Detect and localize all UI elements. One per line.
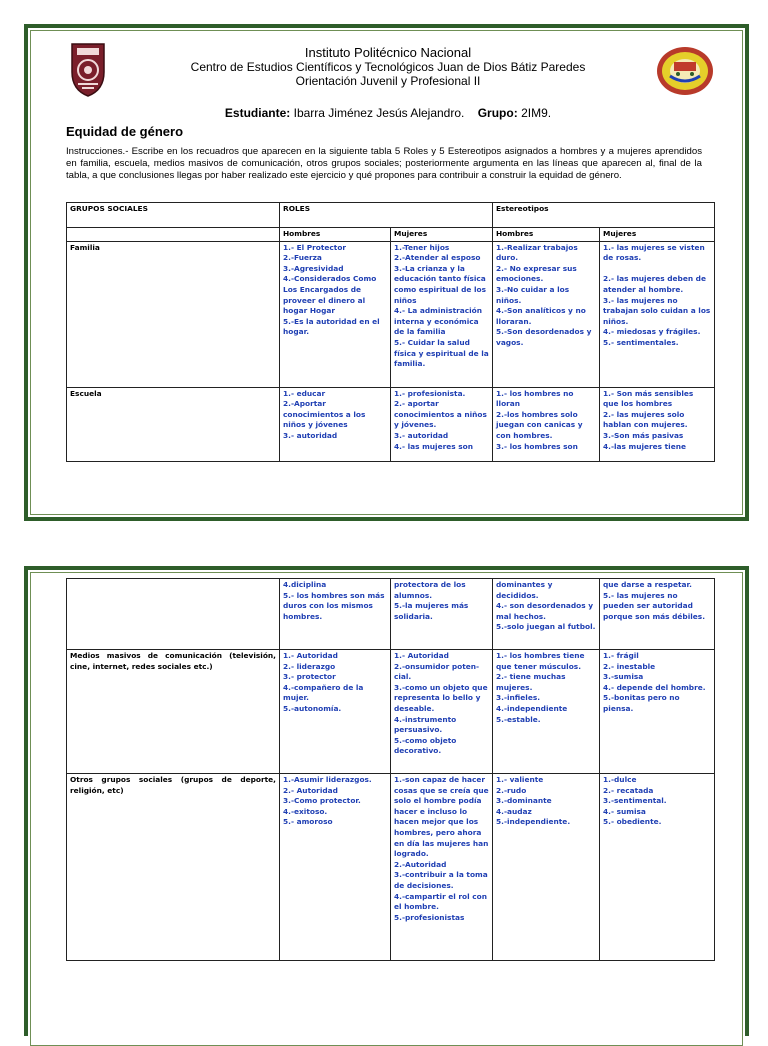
cell-line: 3.-infieles. [496, 693, 541, 703]
cell-line: 5.- Cuidar la salud física y espiritual de la familia. [394, 337, 489, 369]
cell-line: 1.-Tener hijos [394, 242, 450, 252]
center-name: Centro de Estudios Científicos y Tecnológicos Juan de Dios Bátiz Paredes [190, 60, 586, 74]
cell-line: 2.-Aportar conocimientos a los niños y jóvenes [283, 399, 366, 430]
cell-line: 5.-solo juegan al futbol. [496, 622, 596, 632]
cell-line: protectora de los alumnos. [394, 580, 466, 600]
group-label: Grupo: [477, 106, 518, 120]
cell-social-group: Escuela [67, 387, 280, 461]
cell-line: 1.-Realizar trabajos duro. [496, 242, 578, 263]
student-label: Estudiante: [224, 106, 291, 120]
cell-line: 4.- depende del hombre. [603, 682, 706, 692]
cell-line: 2.-Fuerza [283, 253, 322, 263]
cell-roles-men [280, 387, 391, 461]
document-title: Equidad de género [66, 124, 184, 139]
header-stereotypes: Estereotipos [493, 203, 715, 228]
cell-line: 1.- frágil [603, 651, 639, 660]
cell-line: 4.-compañero de la mujer. [283, 682, 364, 703]
cell-line: 5.-profesionistas [394, 912, 465, 922]
cell-line: 5.-como objeto decorativo. [394, 735, 457, 756]
cell-line: 1.-Asumir liderazgos. [283, 775, 372, 784]
table-row [67, 774, 715, 961]
cell-social-group: Familia [67, 241, 280, 387]
cell-social-group: Otros grupos sociales (grupos de deporte, religión, etc) [67, 774, 280, 961]
cell-line: dominantes y decididos. [496, 580, 553, 600]
cell-social-group [67, 579, 280, 650]
cell-roles-men [280, 650, 391, 774]
cell-line: 2.- las mujeres deben de atender al hombre. [603, 274, 706, 294]
table-row [67, 579, 715, 650]
course-name: Orientación Juvenil y Profesional II [295, 74, 481, 88]
cell-line: 4.- son desordenados y mal hechos. [496, 601, 594, 621]
cell-line: 4.-independiente [496, 703, 568, 713]
cell-line [603, 264, 711, 275]
cell-roles-women [391, 387, 493, 461]
cell-st-women [600, 387, 715, 461]
cell-line: 4.- sumisa [603, 806, 646, 816]
cell-line: 5.-Son desordenados y vagos. [496, 327, 592, 347]
cell-line: 3.-sentimental. [603, 796, 667, 806]
cell-line: 3.-contribuir a la toma de decisiones. [394, 870, 488, 890]
cell-roles-women [391, 241, 493, 387]
cell-line: 5.-Es la autoridad en el hogar. [283, 316, 380, 337]
cell-line: 1.- educar [283, 388, 326, 398]
header-blank [67, 228, 280, 242]
cell-line: 1.- Autoridad [394, 651, 449, 660]
cell-line: 2.-onsumidor poten-cial. [394, 661, 480, 682]
cell-line: 2.- No expresar sus emociones. [496, 263, 577, 284]
subheader-stereotypes-women: Mujeres [600, 228, 715, 242]
cell-line: 3.-No cuidar a los niños. [496, 284, 570, 305]
subheader-roles-women: Mujeres [391, 228, 493, 242]
cell-line: 4.-exitoso. [283, 806, 328, 816]
ipn-logo-icon [68, 40, 108, 98]
cell-line: 1.- profesionista. [394, 388, 466, 398]
cell-st-women [600, 774, 715, 961]
cell-line: 4.- miedosas y frágiles. [603, 327, 701, 337]
cell-line: 4.- La administración interna y económica de la familia [394, 306, 482, 337]
cell-line: 2.-Autoridad [394, 859, 447, 869]
cell-line: 5.- los hombres son más duros con los mismos hombres. [283, 590, 385, 621]
table-body-page-2 [67, 579, 715, 961]
document-page-2 [24, 566, 749, 1036]
table-row [67, 650, 715, 774]
student-line [128, 106, 648, 120]
cell-line: 5.-independiente. [496, 817, 571, 827]
cell-line: 5.- obediente. [603, 817, 662, 827]
roles-stereotypes-table [66, 202, 715, 462]
cell-roles-men [280, 579, 391, 650]
cell-st-men [493, 387, 600, 461]
cell-line: 5.-estable. [496, 714, 541, 724]
cell-line: 3.- protector [283, 672, 336, 682]
subheader-stereotypes-men: Hombres [493, 228, 600, 242]
cell-line: 2.-rudo [496, 785, 527, 795]
cell-line: 2.- liderazgo [283, 661, 336, 671]
institution-name: Instituto Politécnico Nacional [304, 45, 472, 60]
cell-line: 3.- los hombres son [496, 441, 578, 451]
cell-line: 1.-son capaz de hacer cosas que se creía que solo el hombre podía hacer e incluso lo hacen mejor que los hombres, pero ahora en día las mujeres han logrado. [394, 775, 489, 859]
cell-line: 1.- los hombres no lloran [496, 388, 574, 409]
cell-roles-women [391, 579, 493, 650]
cell-line: 2.- tiene muchas mujeres. [496, 672, 566, 692]
cell-st-women [600, 241, 715, 387]
cell-line: 5.-la mujeres más solidaria. [394, 601, 469, 621]
roles-stereotypes-table-continued [66, 578, 715, 961]
cell-line: 3.-Agresividad [283, 263, 344, 273]
subheader-roles-men: Hombres [280, 228, 391, 242]
header-roles: ROLES [280, 203, 493, 228]
cell-line: 1.-dulce [603, 775, 637, 784]
cell-line: 4.-campartir el rol con el hombre. [394, 891, 487, 912]
cell-line: 2.- las mujeres solo hablan con mujeres. [603, 409, 688, 430]
cell-line: 1.- Son más sensibles que los hombres [603, 388, 694, 409]
cell-line: 1.- los hombres tiene que tener músculos. [496, 651, 585, 671]
cell-line: 4.diciplina [283, 580, 327, 589]
cell-line: 1.- valiente [496, 775, 544, 784]
cell-line: 4.-instrumento persuasivo. [394, 714, 457, 735]
cell-st-men [493, 774, 600, 961]
instructions-paragraph: Instrucciones.- Escribe en los recuadros que aparecen en la siguiente tabla 5 Roles y 5 Estereotipos asignados a hombres y a mujeres aprendidos en familia, escuela, medios masivos de comunicación, otros grupos sociales; posteriormente argumenta en las líneas que aparecen al, final de la tabla, a que conclusiones llegas por haber realizado este ejercicio y qué propones para contribuir a construir la equidad de género. [66, 146, 702, 182]
cell-line: 2.-los hombres solo juegan con canicas y con hombres. [496, 409, 583, 440]
cell-line: que darse a respetar. [603, 580, 692, 589]
header-groups: GRUPOS SOCIALES [67, 203, 280, 228]
table-row [67, 241, 715, 387]
cell-line: 5.-bonitas pero no piensa. [603, 693, 680, 713]
cell-line: 3.- autoridad [394, 430, 449, 440]
student-name: Ibarra Jiménez Jesús Alejandro. [293, 106, 465, 120]
cell-line: 3.-La crianza y la educación tanto física como espiritual de los niños [394, 263, 486, 305]
cell-st-women [600, 650, 715, 774]
group-value: 2IM9. [521, 106, 552, 120]
cell-line: 2.- inestable [603, 661, 656, 671]
table-body-page-1 [67, 241, 715, 461]
cell-st-men [493, 241, 600, 387]
cell-roles-women [391, 774, 493, 961]
cell-line: 3.-sumisa [603, 672, 644, 682]
cell-line: 3.-Como protector. [283, 796, 361, 806]
cell-line: 1.- las mujeres se visten de rosas. [603, 242, 705, 263]
cell-line: 3.- las mujeres no trabajan solo cuidan a los niños. [603, 295, 711, 326]
cell-st-men [493, 579, 600, 650]
cell-line: 2.- recatada [603, 785, 654, 795]
cell-line: 5.- sentimentales. [603, 337, 679, 347]
cell-line: 3.- autoridad [283, 430, 338, 440]
cell-line: 5.- las mujeres no pueden ser autoridad porque son más débiles. [603, 590, 706, 621]
table-row [67, 387, 715, 461]
cell-line: 3.-Son más pasivas [603, 430, 684, 440]
cell-line: 4.-Son analíticos y no lloraran. [496, 306, 586, 326]
cell-line: 2.- Autoridad [283, 785, 338, 795]
cell-line: 1.- El Protector [283, 242, 347, 252]
document-page-1 [24, 24, 749, 521]
cell-st-women [600, 579, 715, 650]
cell-line: 4.-audaz [496, 806, 532, 816]
cecyt-logo-icon [656, 46, 714, 96]
cell-line: 4.-Considerados Como Los Encargados de proveer el dinero al hogar Hogar [283, 274, 377, 316]
cell-line: 4.-las mujeres tiene [603, 441, 687, 451]
cell-line: 3.-dominante [496, 796, 552, 806]
cell-line: 5.- amoroso [283, 817, 333, 827]
cell-line: 1.- Autoridad [283, 651, 338, 660]
cell-line: 2.-Atender al esposo [394, 253, 481, 263]
cell-roles-women [391, 650, 493, 774]
cell-roles-men [280, 241, 391, 387]
document-header [128, 46, 648, 88]
cell-line: 4.- las mujeres son [394, 441, 473, 451]
cell-social-group: Medios masivos de comunicación (televisión, cine, internet, redes sociales etc.) [67, 650, 280, 774]
cell-line: 2.- aportar conocimientos a niños y jóvenes. [394, 399, 487, 430]
cell-st-men [493, 650, 600, 774]
cell-roles-men [280, 774, 391, 961]
cell-line: 5.-autonomía. [283, 703, 342, 713]
cell-line: 3.-como un objeto que representa lo bello y deseable. [394, 682, 488, 713]
